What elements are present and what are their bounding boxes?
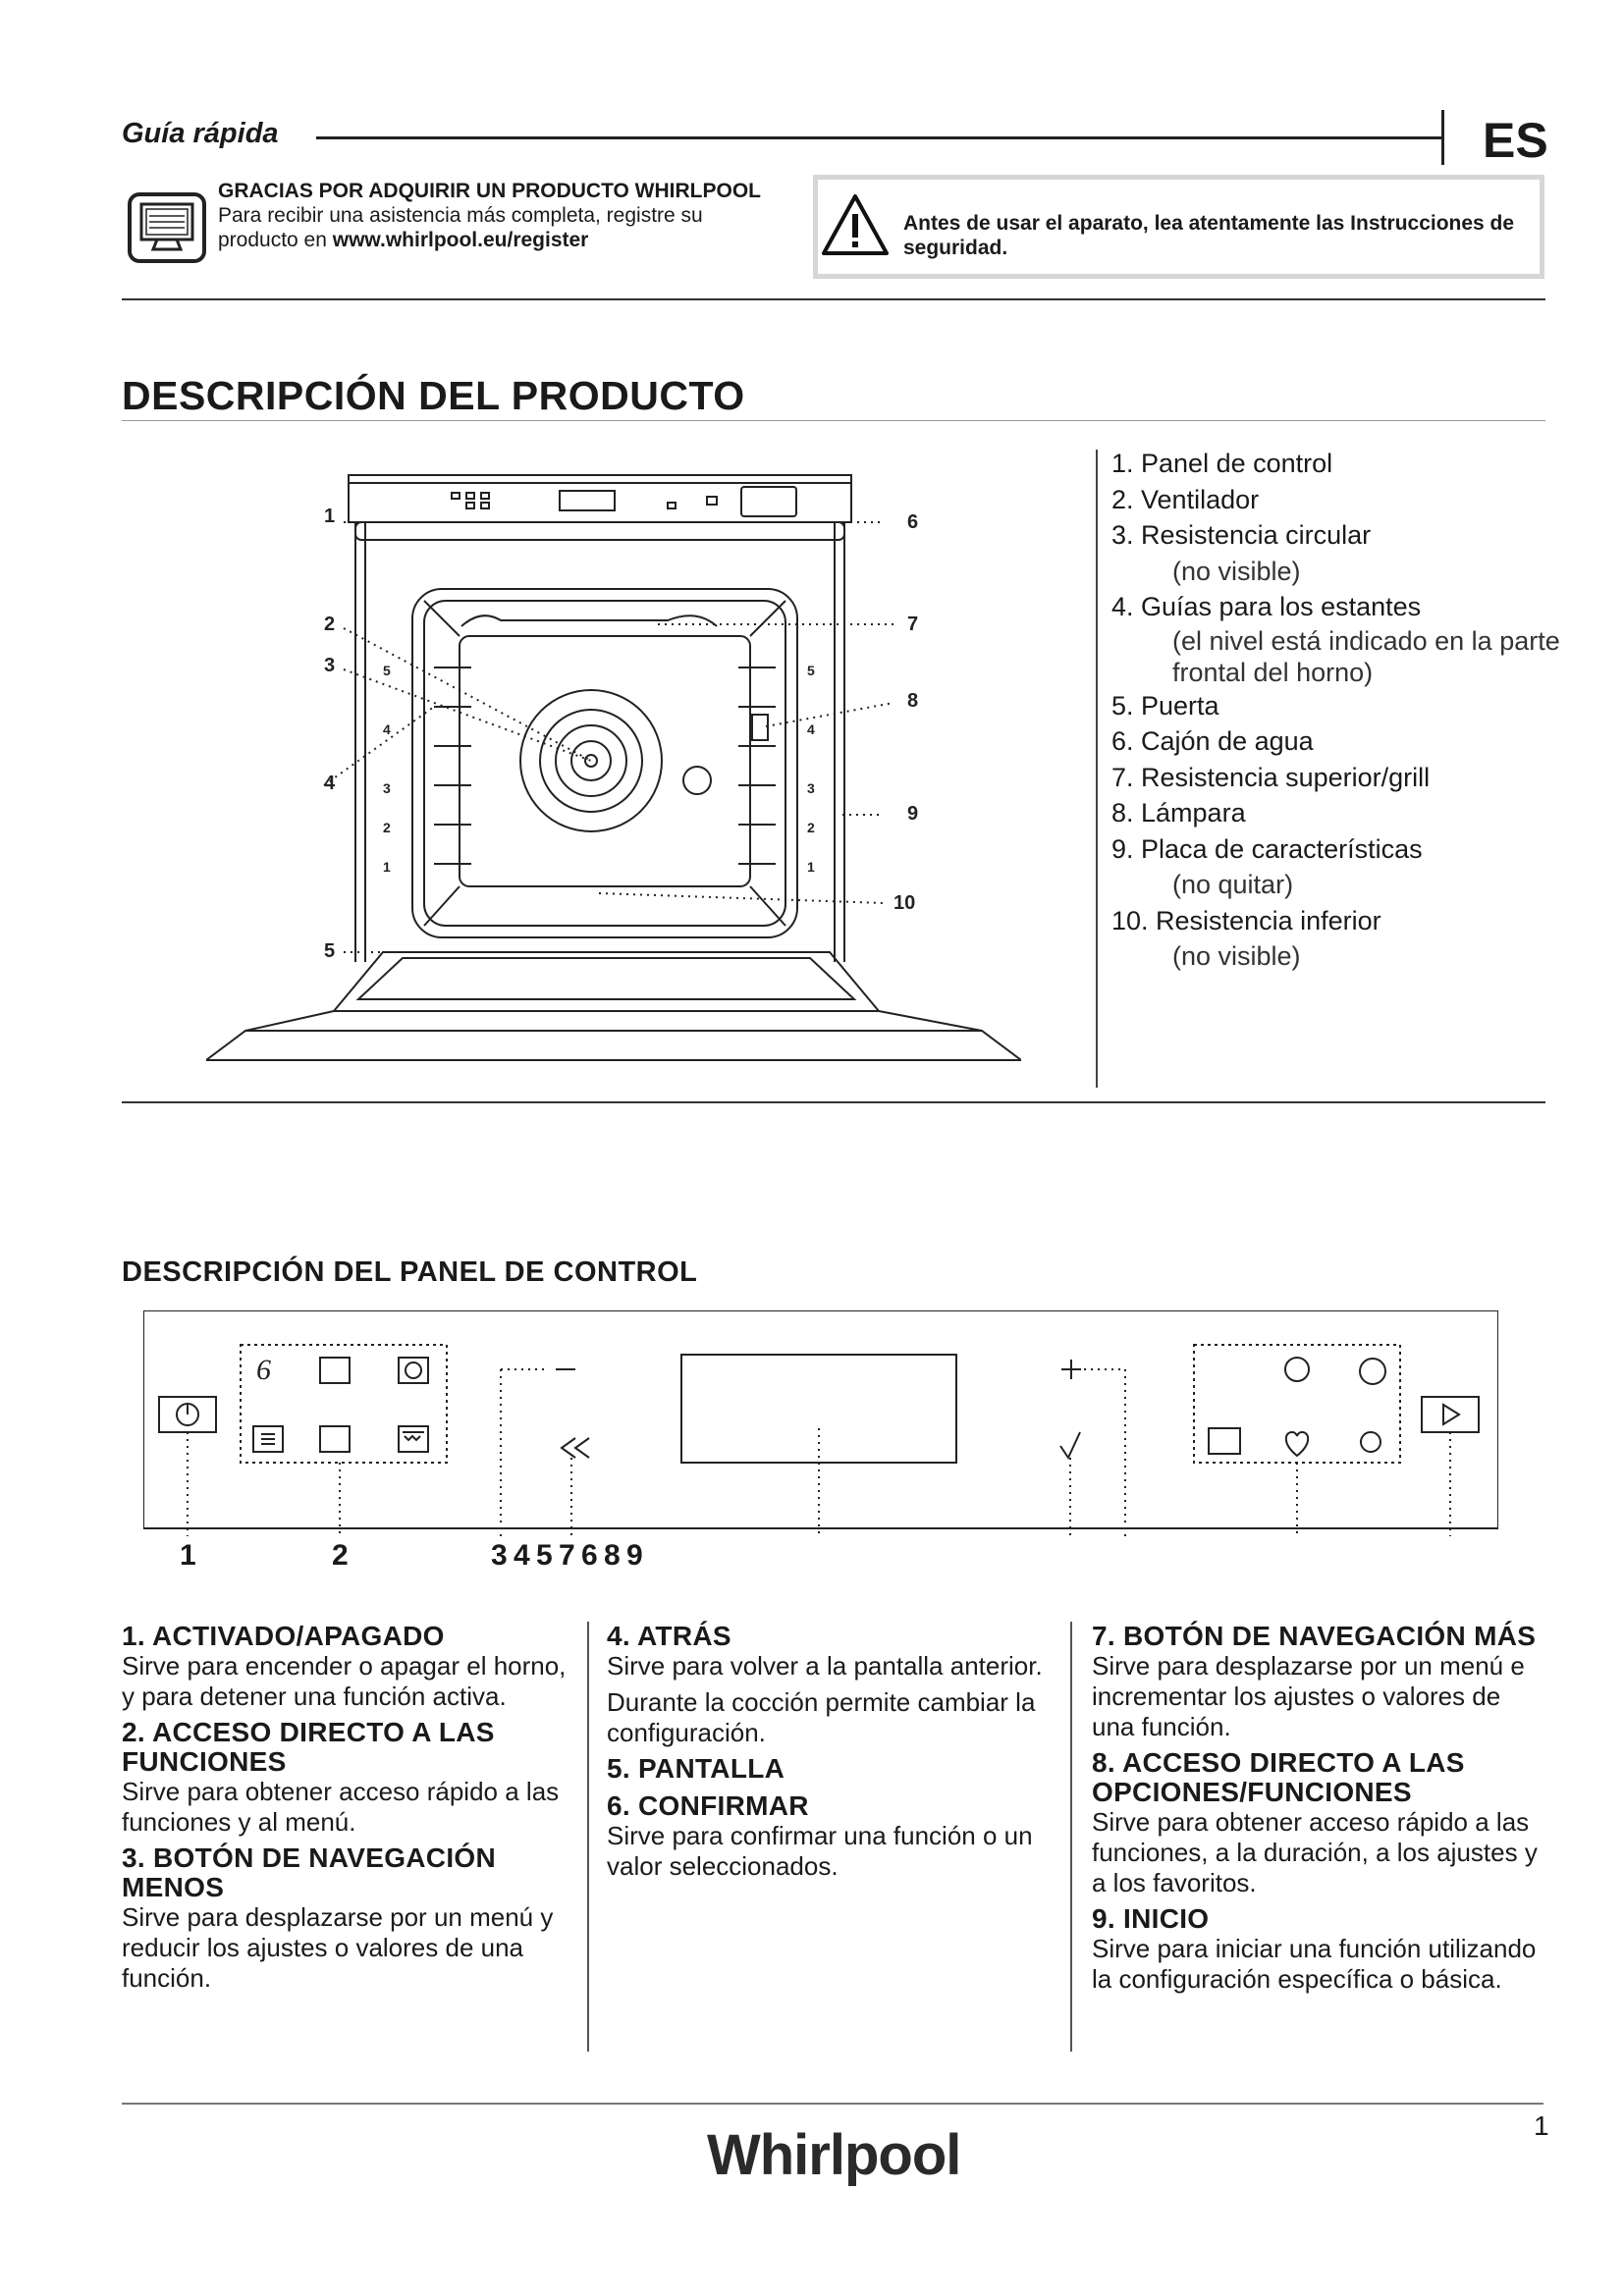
language-code: ES [1483,113,1548,168]
sense-logo: 6 [256,1354,271,1386]
description-text: Sirve para obtener acceso rápido a las funciones y al menú. [122,1777,560,1837]
legend-divider [1096,450,1098,1088]
oven-diagram [206,461,1021,1080]
legend-item: 2. Ventilador [1111,484,1260,514]
panel-number-3: 3 [491,1539,508,1572]
description-text: Sirve para confirmar una función o un valor seleccionados. [607,1821,1033,1881]
column-divider [587,1622,589,2052]
description-title: 1. ACTIVADO/APAGADO [122,1621,445,1651]
legend-item: 5. Puerta [1111,690,1219,721]
footer-rule [122,2103,1543,2105]
legend-item: 8. Lámpara [1111,798,1246,828]
brand-logo: Whirlpool [707,2123,961,2187]
legend-item: 1. Panel de control [1111,449,1333,478]
callout-5: 5 [324,940,336,962]
legend-note: (no quitar) [1172,870,1294,899]
description-text: Sirve para encender o apagar el horno, y para detener una función activa. [122,1651,567,1711]
panel-number-1: 1 [180,1539,196,1572]
legend-note: (no visible) [1172,556,1301,586]
svg-text:1: 1 [383,859,391,875]
legend-note: (no visible) [1172,941,1301,971]
description-text: Sirve para volver a la pantalla anterior. [607,1651,1043,1681]
section-bottom-rule [122,1101,1545,1103]
callout-2: 2 [324,614,336,635]
description-title: 9. INICIO [1092,1903,1210,1934]
control-panel-diagram [143,1310,1498,1536]
description-column-1 [122,1622,583,2000]
description-text: Sirve para iniciar una función utilizando la configuración específica o básica. [1092,1934,1537,1994]
description-column-2 [607,1622,1058,1888]
panel-number-6: 6 [581,1539,598,1572]
panel-number-4: 4 [514,1539,530,1572]
legend-item: 7. Resistencia superior/grill [1111,762,1431,792]
svg-text:1: 1 [807,859,815,875]
callout-9: 9 [907,803,919,825]
panel-number-8: 8 [604,1539,621,1572]
panel-number-9: 9 [626,1539,643,1572]
safety-warning-text: Antes de usar el aparato, lea atentamente las Instrucciones de seguridad. [903,212,1515,259]
callout-7: 7 [907,614,919,635]
section-title-product: DESCRIPCIÓN DEL PRODUCTO [122,373,745,418]
header-divider [1441,110,1444,165]
callout-4: 4 [324,773,336,794]
section-title-panel: DESCRIPCIÓN DEL PANEL DE CONTROL [122,1256,698,1288]
computer-icon [128,192,206,263]
page-number: 1 [1534,2110,1549,2141]
callout-3: 3 [324,655,336,676]
description-title: 6. CONFIRMAR [607,1790,809,1821]
panel-number-2: 2 [332,1539,349,1572]
callout-8: 8 [907,690,919,712]
legend-item: 10. Resistencia inferior [1111,905,1381,935]
svg-text:5: 5 [383,663,391,678]
legend-item: 9. Placa de características [1111,833,1423,864]
legend-item: 4. Guías para los estantes [1111,592,1422,621]
legend-item: 6. Cajón de agua [1111,726,1314,756]
panel-number-7: 7 [559,1539,575,1572]
callout-6: 6 [907,511,919,533]
description-column-3 [1092,1622,1543,2001]
svg-text:2: 2 [383,820,391,835]
description-title: 2. ACCESO DIRECTO A LAS FUNCIONES [122,1717,495,1777]
document-title: Guía rápida [122,118,279,149]
description-title: 7. BOTÓN DE NAVEGACIÓN MÁS [1092,1621,1537,1651]
header-bottom-rule [122,298,1545,300]
register-url[interactable]: www.whirlpool.eu/register [332,229,589,251]
svg-text:2: 2 [807,820,815,835]
description-text: Sirve para desplazarse por un menú e incrementar los ajustes o valores de una función. [1092,1651,1525,1741]
svg-text:3: 3 [807,780,815,796]
description-text: Sirve para desplazarse por un menú y reducir los ajustes o valores de una función. [122,1902,554,1993]
description-title: 4. ATRÁS [607,1621,731,1651]
callout-1: 1 [324,506,336,527]
register-heading: GRACIAS POR ADQUIRIR UN PRODUCTO WHIRLPOOL [218,180,762,202]
column-divider [1070,1622,1072,2052]
description-text: Durante la cocción permite cambiar la configuración. [607,1687,1036,1747]
svg-text:4: 4 [383,721,391,737]
description-title: 3. BOTÓN DE NAVEGACIÓN MENOS [122,1842,497,1902]
svg-text:4: 4 [807,721,815,737]
section-rule [122,420,1545,421]
product-legend [1111,446,1602,975]
description-title: 8. ACCESO DIRECTO A LAS OPCIONES/FUNCIONES [1092,1747,1465,1807]
panel-number-5: 5 [536,1539,553,1572]
svg-text:5: 5 [807,663,815,678]
callout-10: 10 [893,892,916,914]
description-title: 5. PANTALLA [607,1753,785,1784]
description-text: Sirve para obtener acceso rápido a las funciones, a la duración, a los ajustes y a los favoritos. [1092,1807,1538,1897]
legend-note: (el nivel está indicado en la parte frontal del horno) [1172,625,1560,687]
svg-text:3: 3 [383,780,391,796]
header-rule [316,136,1441,139]
register-text: Para recibir una asistencia más completa, registre su producto en [218,204,703,251]
warning-icon [821,192,890,257]
register-block [218,179,768,252]
legend-item: 3. Resistencia circular [1111,520,1372,550]
